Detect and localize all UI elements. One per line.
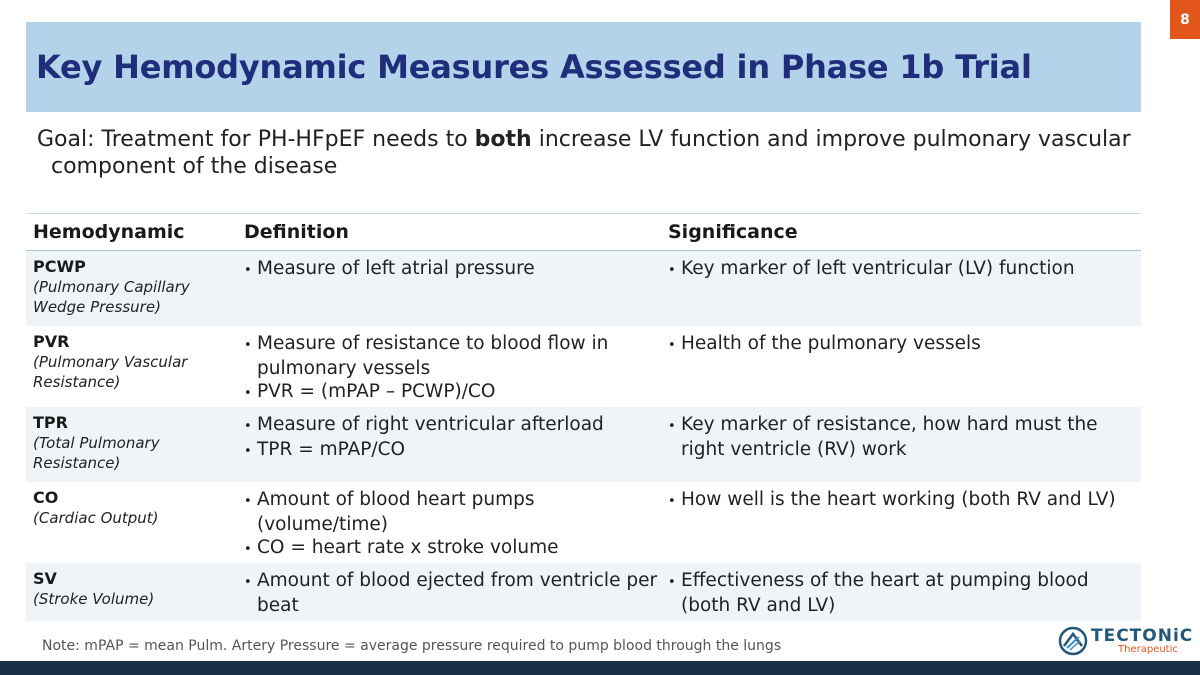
significance-cell bbox=[664, 413, 1141, 482]
hemodynamic-full-name: (Pulmonary Vascular Resistance) bbox=[33, 353, 188, 391]
logo-tagline: Therapeutic bbox=[1118, 644, 1178, 655]
significance-cell bbox=[664, 332, 1141, 407]
definition-cell bbox=[238, 257, 664, 326]
goal-suffix: increase LV function and improve pulmonary vascular component of the disease bbox=[51, 127, 1131, 179]
page-number-badge: 8 bbox=[1170, 0, 1200, 39]
table-row bbox=[26, 326, 1141, 407]
header-significance: Significance bbox=[668, 221, 798, 243]
hemodynamic-abbr: TPR bbox=[33, 413, 68, 432]
page-title: Key Hemodynamic Measures Assessed in Phase 1b Trial bbox=[36, 48, 1032, 86]
significance-cell bbox=[664, 488, 1141, 563]
definition-bullet: • TPR = mPAP/CO bbox=[244, 438, 664, 463]
hemodynamic-abbr: CO bbox=[33, 488, 59, 507]
hemodynamic-cell bbox=[26, 569, 238, 621]
logo-wordmark: TECTONiC bbox=[1091, 626, 1194, 646]
hemodynamic-abbr: PCWP bbox=[33, 257, 86, 276]
definition-bullet: • Amount of blood ejected from ventricle per beat bbox=[244, 569, 664, 617]
definition-cell bbox=[238, 569, 664, 621]
definition-bullet: • CO = heart rate x stroke volume bbox=[244, 536, 664, 561]
goal-statement bbox=[37, 126, 1171, 180]
header-definition: Definition bbox=[244, 221, 349, 243]
table-row bbox=[26, 251, 1141, 326]
title-bar bbox=[26, 22, 1141, 112]
hemodynamic-full-name: (Cardiac Output) bbox=[33, 509, 159, 527]
table-row bbox=[26, 407, 1141, 482]
significance-cell bbox=[664, 257, 1141, 326]
significance-bullet: • Key marker of left ventricular (LV) function bbox=[668, 257, 1141, 282]
table-row bbox=[26, 482, 1141, 563]
significance-cell bbox=[664, 569, 1141, 621]
definition-cell bbox=[238, 488, 664, 563]
hemodynamic-abbr: PVR bbox=[33, 332, 70, 351]
tectonic-logo-icon bbox=[1058, 625, 1088, 657]
definition-cell bbox=[238, 413, 664, 482]
hemodynamic-cell bbox=[26, 413, 238, 482]
significance-bullet: • Key marker of resistance, how hard must the right ventricle (RV) work bbox=[668, 413, 1141, 461]
footer-bar bbox=[0, 661, 1200, 675]
goal-prefix: Goal: Treatment for PH-HFpEF needs to bbox=[37, 127, 475, 152]
table-header-row bbox=[26, 214, 1141, 251]
definition-bullet: • Measure of right ventricular afterload bbox=[244, 413, 664, 438]
hemodynamics-table bbox=[26, 213, 1141, 621]
definition-bullet: • Amount of blood heart pumps (volume/time) bbox=[244, 488, 664, 536]
table-row bbox=[26, 563, 1141, 621]
hemodynamic-cell bbox=[26, 257, 238, 326]
hemodynamic-abbr: SV bbox=[33, 569, 57, 588]
definition-cell bbox=[238, 332, 664, 407]
definition-bullet: • Measure of resistance to blood flow in pulmonary vessels bbox=[244, 332, 664, 380]
significance-bullet: • How well is the heart working (both RV and LV) bbox=[668, 488, 1141, 513]
hemodynamic-full-name: (Pulmonary Capillary Wedge Pressure) bbox=[33, 278, 190, 316]
footnote: Note: mPAP = mean Pulm. Artery Pressure = average pressure required to pump blood through the lungs bbox=[42, 638, 782, 654]
significance-bullet: • Effectiveness of the heart at pumping blood (both RV and LV) bbox=[668, 569, 1141, 617]
significance-bullet: • Health of the pulmonary vessels bbox=[668, 332, 1141, 357]
company-logo bbox=[1058, 623, 1194, 659]
hemodynamic-cell bbox=[26, 332, 238, 407]
hemodynamic-full-name: (Stroke Volume) bbox=[33, 590, 155, 608]
definition-bullet: • Measure of left atrial pressure bbox=[244, 257, 664, 282]
hemodynamic-full-name: (Total Pulmonary Resistance) bbox=[33, 434, 160, 472]
hemodynamic-cell bbox=[26, 488, 238, 563]
definition-bullet: • PVR = (mPAP – PCWP)/CO bbox=[244, 380, 664, 405]
goal-emphasis: both bbox=[474, 127, 532, 152]
header-hemodynamic: Hemodynamic bbox=[33, 221, 185, 243]
